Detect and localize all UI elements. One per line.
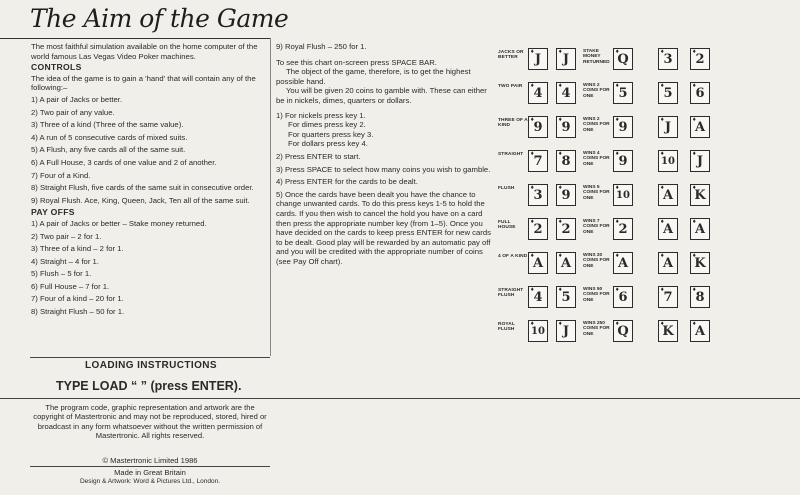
playing-card [556, 286, 576, 308]
suit-icon: ♦ [660, 117, 665, 123]
chart-row [498, 214, 798, 248]
hand-label: THREE OF A KIND [498, 118, 528, 129]
suit-icon: ♦ [530, 117, 535, 123]
playing-card [658, 286, 678, 308]
card-value: J [562, 324, 570, 339]
chart-row [498, 44, 798, 78]
payoff-item: 1) A pair of Jacks or better – Stake money returned. [31, 218, 207, 228]
card-value: J [534, 52, 542, 67]
divider [0, 398, 800, 399]
left-column [31, 42, 267, 320]
card-value: K [694, 256, 706, 271]
card-value: A [694, 222, 706, 237]
card-value: 4 [561, 86, 571, 101]
card-value: 7 [533, 154, 543, 169]
card-value: A [662, 188, 674, 203]
playing-card [613, 218, 633, 240]
playing-card [658, 184, 678, 206]
suit-icon: ♦ [692, 49, 697, 55]
playing-card [556, 150, 576, 172]
win-label: WINS 2 COINS FOR ONE [583, 83, 610, 99]
card-value: 8 [695, 290, 705, 305]
controls-list [31, 95, 267, 205]
suit-icon: ♦ [558, 321, 563, 327]
card-value: 2 [695, 52, 705, 67]
loading-command: TYPE LOAD “ ” (press ENTER). [56, 379, 242, 393]
playing-card [556, 184, 576, 206]
card-value: A [662, 222, 674, 237]
chart-row [498, 146, 798, 180]
suit-icon: ♦ [530, 49, 535, 55]
chart-row [498, 180, 798, 214]
suit-icon: ♦ [615, 151, 620, 157]
playing-card [613, 286, 633, 308]
card-value: 6 [695, 86, 705, 101]
payoffs-heading: PAY OFFS [31, 207, 75, 218]
controls-item: 2) Two pair of any value. [31, 107, 115, 117]
suit-icon: ♦ [558, 253, 563, 259]
playing-card [690, 116, 710, 138]
playing-card [690, 184, 710, 206]
card-value: 4 [533, 290, 543, 305]
card-value: J [664, 120, 672, 135]
chart-row [498, 316, 798, 350]
playing-card [556, 320, 576, 342]
instruction-step: 5) Once the cards have been dealt you have the chance to change unwanted cards. To do this press keys 1-5 to hold the cards. If you then wish to cancel the hold you have on a card then press the appropriate number key (from 1–5). Once you have decided on the cards to keep press ENTER for new cards to be dealt. Good play will be rewarded by an automatic pay off and you will be credited with the appropriate number of coins (see Pay Off chart). [276, 189, 491, 266]
controls-item: 9) Royal Flush. Ace, King, Queen, Jack, Ten all of the same suit. [31, 195, 250, 205]
suit-icon: ♦ [530, 287, 535, 293]
suit-icon: ♦ [530, 151, 535, 157]
payoff-item: 7) Four of a kind – 20 for 1. [31, 294, 124, 304]
chart-row [498, 282, 798, 316]
card-value: 9 [561, 188, 571, 203]
payoff-item-9: 9) Royal Flush – 250 for 1. [276, 42, 367, 51]
playing-card [556, 218, 576, 240]
middle-column [276, 42, 496, 269]
playing-card [613, 116, 633, 138]
playing-card [528, 252, 548, 274]
playing-card [613, 82, 633, 104]
win-label: WINS 5 COINS FOR ONE [583, 185, 610, 201]
win-label: WINS 7 COINS FOR ONE [583, 219, 610, 235]
suit-icon: ♦ [660, 185, 665, 191]
loading-heading: LOADING INSTRUCTIONS [85, 360, 217, 371]
suit-icon: ♦ [660, 253, 665, 259]
card-value: 9 [618, 154, 628, 169]
playing-card [658, 48, 678, 70]
playing-card [690, 150, 710, 172]
suit-icon: ♦ [558, 117, 563, 123]
hand-label: ROYAL FLUSH [498, 322, 515, 333]
suit-icon: ♦ [558, 287, 563, 293]
copyright-text: The program code, graphic representation and artwork are the copyright of Mastertronic and may not be reproduced, stored, hired or broadcast in any form whatsoever without the written permission of Mastertronic. All rights reserved. [33, 403, 267, 441]
suit-icon: ♦ [660, 151, 665, 157]
instruction-step: For quarters press key 3. [288, 129, 374, 139]
win-label: WINS 50 COINS FOR ONE [583, 287, 610, 303]
hand-label: STRAIGHT FLUSH [498, 288, 524, 299]
playing-card [613, 184, 633, 206]
instruction-step: 4) Press ENTER for the cards to be dealt. [276, 177, 418, 187]
made-in: Made in Great Britain [114, 468, 186, 477]
suit-icon: ♦ [530, 321, 535, 327]
playing-card [556, 82, 576, 104]
controls-item: 6) A Full House, 3 cards of one value and 2 of another. [31, 157, 217, 167]
chart-row [498, 112, 798, 146]
suit-icon: ♦ [558, 83, 563, 89]
playing-card [528, 218, 548, 240]
playing-card [556, 252, 576, 274]
playing-card [658, 218, 678, 240]
divider [30, 357, 270, 358]
controls-item: 3) Three of a kind (Three of the same value). [31, 120, 184, 130]
playing-card [613, 252, 633, 274]
card-value: 5 [618, 86, 628, 101]
suit-icon: ♦ [615, 117, 620, 123]
payoff-item: 6) Full House – 7 for 1. [31, 281, 110, 291]
instruction-step: 2) Press ENTER to start. [276, 151, 361, 161]
suit-icon: ♦ [615, 219, 620, 225]
suit-icon: ♦ [660, 287, 665, 293]
playing-card [690, 48, 710, 70]
win-label: WINS 4 COINS FOR ONE [583, 151, 610, 167]
suit-icon: ♦ [692, 253, 697, 259]
playing-card [528, 48, 548, 70]
hand-label: STRAIGHT [498, 152, 524, 157]
card-value: 8 [561, 154, 571, 169]
card-value: 10 [531, 326, 545, 337]
loading-box [31, 360, 271, 393]
hand-label: TWO PAIR [498, 84, 523, 89]
design-credit: Design & Artwork: Word & Pictures Ltd., London. [79, 478, 221, 485]
payoff-item: 5) Flush – 5 for 1. [31, 269, 92, 279]
playing-card [658, 252, 678, 274]
hand-label: JACKS OR BETTER [498, 50, 524, 61]
suit-icon: ♦ [530, 185, 535, 191]
playing-card [556, 48, 576, 70]
playing-card [690, 286, 710, 308]
column-divider [270, 38, 271, 356]
controls-item: 7) Four of a Kind. [31, 170, 91, 180]
card-value: J [562, 52, 570, 67]
suit-icon: ♦ [558, 151, 563, 157]
suit-icon: ♦ [615, 321, 620, 327]
card-value: 10 [661, 156, 675, 167]
hand-label: FULL HOUSE [498, 220, 516, 231]
suit-icon: ♦ [615, 253, 620, 259]
card-value: A [532, 256, 544, 271]
card-value: 9 [618, 120, 628, 135]
suit-icon: ♦ [530, 219, 535, 225]
suit-icon: ♦ [660, 49, 665, 55]
suit-icon: ♦ [692, 117, 697, 123]
card-value: A [617, 256, 629, 271]
hand-label: FLUSH [498, 186, 515, 191]
suit-icon: ♦ [692, 321, 697, 327]
suit-icon: ♦ [615, 83, 620, 89]
intro-text: The most faithful simulation available on the home computer of the world famous Las Vegas Video Poker machines. [31, 42, 258, 61]
chart-row [498, 78, 798, 112]
playing-card [690, 82, 710, 104]
card-value: 2 [618, 222, 628, 237]
card-value: 5 [561, 290, 571, 305]
playing-card [613, 320, 633, 342]
playing-card [658, 82, 678, 104]
controls-item: 5) A Flush, any five cards all of the same suit. [31, 145, 186, 155]
instruction-text: The object of the game, therefore, is to get the highest possible hand. [276, 67, 471, 86]
suit-icon: ♦ [615, 185, 620, 191]
playing-card [528, 286, 548, 308]
card-value: 3 [533, 188, 543, 203]
hand-label: 4 OF A KIND [498, 254, 528, 259]
win-label: WINS 2 COINS FOR ONE [583, 117, 610, 133]
playing-card [658, 320, 678, 342]
suit-icon: ♦ [692, 151, 697, 157]
instruction-step: 3) Press SPACE to select how many coins you wish to gamble. [276, 164, 491, 174]
card-value: 6 [618, 290, 628, 305]
controls-item: 1) A pair of Jacks or better. [31, 94, 123, 104]
payoffs-list [31, 219, 267, 317]
instruction-step: For dollars press key 4. [288, 139, 368, 149]
payoff-card-chart [498, 44, 798, 344]
instruction-step: 1) For nickels press key 1. [276, 110, 366, 120]
win-label: WINS 250 COINS FOR ONE [583, 321, 610, 337]
playing-card [528, 184, 548, 206]
playing-card [528, 116, 548, 138]
suit-icon: ♦ [558, 185, 563, 191]
payoff-item: 2) Two pair – 2 for 1. [31, 231, 102, 241]
suit-icon: ♦ [615, 287, 620, 293]
card-value: A [694, 120, 706, 135]
card-value: K [662, 324, 674, 339]
playing-card [658, 116, 678, 138]
win-label: STAKE MONEY RETURNED [583, 49, 610, 65]
suit-icon: ♦ [530, 83, 535, 89]
suit-icon: ♦ [660, 83, 665, 89]
card-value: J [696, 154, 704, 169]
card-value: 7 [663, 290, 673, 305]
card-value: Q [617, 52, 629, 67]
controls-text: The idea of the game is to gain a 'hand' that will contain any of the following:– [31, 73, 256, 93]
suit-icon: ♦ [660, 321, 665, 327]
instruction-text: To see this chart on-screen press SPACE BAR. [276, 57, 437, 67]
playing-card [690, 252, 710, 274]
payoff-item: 8) Straight Flush – 50 for 1. [31, 307, 125, 317]
controls-item: 4) A run of 5 consecutive cards of mixed suits. [31, 132, 188, 142]
suit-icon: ♦ [558, 219, 563, 225]
playing-card [556, 116, 576, 138]
suit-icon: ♦ [692, 287, 697, 293]
playing-card [613, 48, 633, 70]
card-value: Q [617, 324, 629, 339]
suit-icon: ♦ [692, 83, 697, 89]
playing-card [690, 218, 710, 240]
playing-card [690, 320, 710, 342]
win-label: WINS 20 COINS FOR ONE [583, 253, 610, 269]
title-bar [0, 0, 289, 39]
instruction-step: For dimes press key 2. [288, 120, 366, 130]
card-value: 9 [533, 120, 543, 135]
card-value: 9 [561, 120, 571, 135]
playing-card [658, 150, 678, 172]
controls-item: 8) Straight Flush, five cards of the same suit in consecutive order. [31, 183, 254, 193]
playing-card [528, 150, 548, 172]
card-value: A [694, 324, 706, 339]
card-value: 2 [533, 222, 543, 237]
suit-icon: ♦ [615, 49, 620, 55]
card-value: 2 [561, 222, 571, 237]
divider [30, 466, 270, 467]
card-value: 3 [663, 52, 673, 67]
suit-icon: ♦ [660, 219, 665, 225]
card-value: K [694, 188, 706, 203]
payoff-item: 3) Three of a kind – 2 for 1. [31, 244, 124, 254]
playing-card [528, 82, 548, 104]
playing-card [528, 320, 548, 342]
instruction-text: You will be given 20 coins to gamble with. These can either be in nickels, dimes, quarters or dollars. [276, 86, 487, 105]
suit-icon: ♦ [692, 185, 697, 191]
card-value: 5 [663, 86, 673, 101]
suit-icon: ♦ [558, 49, 563, 55]
copyright-line: © Mastertronic Limited 1986 [102, 456, 198, 465]
card-value: A [560, 256, 572, 271]
card-value: A [662, 256, 674, 271]
controls-heading: CONTROLS [31, 62, 82, 73]
suit-icon: ♦ [692, 219, 697, 225]
card-value: 4 [533, 86, 543, 101]
suit-icon: ♦ [530, 253, 535, 259]
card-value: 10 [616, 190, 630, 201]
page-title: The Aim of the Game [30, 4, 289, 33]
payoff-item: 4) Straight – 4 for 1. [31, 256, 99, 266]
playing-card [613, 150, 633, 172]
chart-row [498, 248, 798, 282]
